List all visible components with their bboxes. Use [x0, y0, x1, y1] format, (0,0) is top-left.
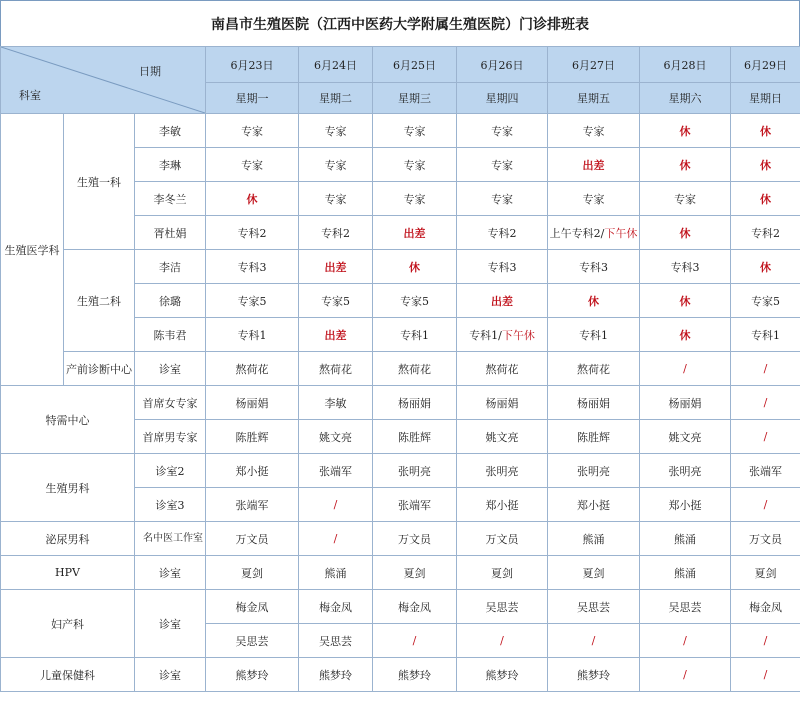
schedule-value: 专家5	[321, 294, 351, 308]
schedule-cell	[548, 522, 640, 556]
schedule-cell	[640, 318, 731, 352]
schedule-value: 熊梦玲	[577, 668, 611, 682]
schedule-cell	[640, 386, 731, 420]
row-label: 李洁	[135, 250, 206, 284]
row-label: 诊室2	[135, 454, 206, 488]
schedule-value: 休	[679, 124, 691, 138]
schedule-value: /	[333, 532, 338, 545]
schedule-value: 梅金凤	[319, 600, 353, 614]
schedule-value: 郑小挺	[235, 464, 269, 478]
schedule-cell	[548, 454, 640, 488]
schedule-value: 出差	[491, 294, 514, 308]
schedule-cell	[206, 590, 299, 624]
schedule-cell	[206, 556, 299, 590]
weekday-header: 星期日	[731, 83, 800, 114]
schedule-cell	[457, 658, 548, 692]
schedule-value: 张明亮	[398, 464, 432, 478]
date-header: 6月26日	[457, 47, 548, 83]
schedule-value: 夏剑	[491, 566, 514, 580]
schedule-value: 李敏	[324, 396, 347, 410]
schedule-cell	[640, 624, 731, 658]
row-label: 李敏	[135, 114, 206, 148]
schedule-value: 出差	[324, 260, 347, 274]
schedule-cell	[640, 420, 731, 454]
schedule-cell	[640, 182, 731, 216]
schedule-cell	[299, 182, 373, 216]
schedule-cell	[731, 420, 800, 454]
schedule-value: 夏剑	[754, 566, 777, 580]
schedule-cell	[373, 216, 457, 250]
schedule-cell	[548, 386, 640, 420]
weekday-header: 星期四	[457, 83, 548, 114]
schedule-value: /	[500, 634, 504, 647]
schedule-value: 陈胜辉	[398, 430, 432, 444]
schedule-cell	[299, 522, 373, 556]
schedule-value: /	[683, 634, 687, 647]
table-row	[1, 522, 800, 556]
row-label: 诊室	[135, 658, 206, 692]
schedule-cell	[548, 488, 640, 522]
schedule-value: 吴思芸	[319, 634, 353, 648]
dept-label: HPV	[1, 556, 135, 590]
schedule-cell	[299, 284, 373, 318]
schedule-cell	[373, 556, 457, 590]
schedule-cell	[731, 114, 800, 148]
schedule-cell	[731, 318, 800, 352]
schedule-cell	[299, 658, 373, 692]
schedule-value: 张端军	[749, 464, 783, 478]
schedule-value: 专科3	[487, 260, 517, 274]
table-row	[1, 250, 800, 284]
schedule-cell	[206, 522, 299, 556]
schedule-value: 出差	[403, 226, 426, 240]
schedule-value: 专家	[491, 124, 514, 138]
row-label: 李冬兰	[135, 182, 206, 216]
table-row	[1, 454, 800, 488]
date-header: 6月23日	[206, 47, 299, 83]
schedule-value: 梅金凤	[749, 600, 783, 614]
schedule-value: 杨丽娟	[577, 396, 611, 410]
schedule-cell	[457, 182, 548, 216]
schedule-value: 熊梦玲	[485, 668, 519, 682]
schedule-cell	[373, 318, 457, 352]
schedule-cell	[731, 250, 800, 284]
schedule-value: 休	[760, 192, 772, 206]
schedule-value: 夏剑	[241, 566, 264, 580]
weekday-header: 星期三	[373, 83, 457, 114]
schedule-value: /	[591, 634, 596, 647]
schedule-cell	[457, 114, 548, 148]
date-header: 6月29日	[731, 47, 800, 83]
schedule-value: 熬荷花	[485, 362, 519, 376]
schedule-cell	[457, 284, 548, 318]
schedule-value: 熊梦玲	[398, 668, 432, 682]
schedule-value: 万文员	[235, 532, 269, 546]
schedule-value: 专科1	[579, 328, 609, 342]
schedule-value: 熊涌	[582, 532, 605, 546]
schedule-value: 上午专科2/	[549, 226, 605, 240]
schedule-value: 休	[409, 260, 421, 274]
schedule-cell	[731, 352, 800, 386]
schedule-cell	[731, 454, 800, 488]
row-label: 首席男专家	[135, 420, 206, 454]
schedule-cell	[206, 216, 299, 250]
table-row	[1, 658, 800, 692]
schedule-cell	[457, 386, 548, 420]
schedule-cell	[206, 488, 299, 522]
schedule-cell	[373, 148, 457, 182]
schedule-cell	[457, 420, 548, 454]
schedule-value: 专家	[403, 124, 426, 138]
schedule-cell	[640, 148, 731, 182]
schedule-value: 熊涌	[674, 532, 697, 546]
schedule-value: 专家	[403, 158, 426, 172]
schedule-value: 张端军	[319, 464, 353, 478]
corner-date-label: 日期	[139, 65, 162, 78]
schedule-cell	[731, 590, 800, 624]
schedule-value: /	[683, 362, 687, 375]
schedule-cell	[457, 352, 548, 386]
schedule-cell	[731, 624, 800, 658]
corner-dept-label: 科室	[19, 89, 41, 102]
date-header: 6月27日	[548, 47, 640, 83]
schedule-value: 陈胜辉	[235, 430, 269, 444]
schedule-cell	[548, 624, 640, 658]
schedule-cell	[640, 216, 731, 250]
schedule-value: 专科3	[237, 260, 267, 274]
schedule-value-afternoon: 下午休	[501, 328, 535, 342]
schedule-cell	[299, 216, 373, 250]
schedule-cell	[206, 658, 299, 692]
schedule-value: 张端军	[235, 498, 269, 512]
header-row-dates	[1, 47, 800, 83]
schedule-value: 休	[679, 294, 691, 308]
schedule-cell	[548, 658, 640, 692]
row-label: 首席女专家	[135, 386, 206, 420]
table-row	[1, 556, 800, 590]
schedule-cell	[373, 114, 457, 148]
schedule-cell	[373, 284, 457, 318]
schedule-value: 万文员	[398, 532, 432, 546]
schedule-value: 专家	[324, 124, 347, 138]
date-header: 6月28日	[640, 47, 731, 83]
schedule-value: 郑小挺	[485, 498, 519, 512]
schedule-value: 专家	[324, 158, 347, 172]
schedule-value: 专家5	[237, 294, 267, 308]
schedule-cell	[373, 658, 457, 692]
table-row	[1, 352, 800, 386]
schedule-cell	[548, 352, 640, 386]
schedule-value: 休	[760, 158, 772, 172]
schedule-cell	[548, 114, 640, 148]
schedule-cell	[640, 590, 731, 624]
subdept-label: 产前诊断中心	[64, 352, 135, 386]
table-row	[1, 114, 800, 148]
row-label: 陈韦君	[135, 318, 206, 352]
schedule-cell	[206, 114, 299, 148]
schedule-cell	[206, 386, 299, 420]
date-header: 6月25日	[373, 47, 457, 83]
schedule-value: 张端军	[398, 498, 432, 512]
schedule-value: 专科1	[751, 328, 781, 342]
schedule-cell	[548, 284, 640, 318]
schedule-value: 专科3	[579, 260, 609, 274]
schedule-cell	[457, 216, 548, 250]
schedule-cell	[299, 590, 373, 624]
date-header: 6月24日	[299, 47, 373, 83]
schedule-value: 陈胜辉	[577, 430, 611, 444]
schedule-value: 吴思芸	[235, 634, 269, 648]
schedule-value: 熬荷花	[398, 362, 432, 376]
weekday-header: 星期六	[640, 83, 731, 114]
row-label: 徐璐	[135, 284, 206, 318]
schedule-value: 专科1	[400, 328, 430, 342]
schedule-cell	[457, 590, 548, 624]
row-label: 诊室3	[135, 488, 206, 522]
schedule-cell	[206, 318, 299, 352]
schedule-cell	[457, 556, 548, 590]
schedule-value: 专家	[403, 192, 426, 206]
schedule-value: 休	[679, 226, 691, 240]
page-title: 南昌市生殖医院（江西中医药大学附属生殖医院）门诊排班表	[0, 0, 800, 47]
schedule-value: 专家	[324, 192, 347, 206]
schedule-cell	[299, 148, 373, 182]
corner-diagonal	[1, 47, 205, 113]
schedule-value: 杨丽娟	[398, 396, 432, 410]
schedule-value: 杨丽娟	[668, 396, 702, 410]
schedule-cell	[640, 488, 731, 522]
schedule-value: 专科2	[751, 226, 781, 240]
schedule-cell	[457, 454, 548, 488]
header-corner	[1, 47, 206, 114]
schedule-value: 专科2	[321, 226, 351, 240]
schedule-cell	[457, 250, 548, 284]
schedule-cell	[548, 420, 640, 454]
schedule-value: 张明亮	[577, 464, 611, 478]
schedule-value: 吴思芸	[485, 600, 519, 614]
schedule-cell	[373, 488, 457, 522]
dept-label: 特需中心	[1, 386, 135, 454]
schedule-cell	[373, 454, 457, 488]
schedule-value: 专家	[491, 158, 514, 172]
schedule-cell	[731, 148, 800, 182]
schedule-cell	[731, 522, 800, 556]
schedule-value: /	[763, 396, 768, 409]
schedule-value: 专科2	[237, 226, 267, 240]
schedule-cell	[731, 488, 800, 522]
schedule-value: 姚文亮	[668, 430, 702, 444]
schedule-cell	[548, 590, 640, 624]
dept-label: 泌尿男科	[1, 522, 135, 556]
schedule-cell	[206, 420, 299, 454]
schedule-cell	[373, 386, 457, 420]
schedule-value: 休	[760, 124, 772, 138]
schedule-cell	[548, 216, 640, 250]
schedule-cell	[640, 556, 731, 590]
schedule-cell	[640, 658, 731, 692]
schedule-value: 熬荷花	[577, 362, 611, 376]
schedule-cell	[373, 352, 457, 386]
schedule-value: /	[763, 668, 768, 681]
schedule-cell	[731, 658, 800, 692]
schedule-cell	[373, 420, 457, 454]
schedule-value: /	[763, 634, 768, 647]
schedule-cell	[299, 556, 373, 590]
schedule-value: 出差	[324, 328, 347, 342]
schedule-value: 专家	[491, 192, 514, 206]
schedule-cell	[731, 386, 800, 420]
schedule-value: /	[683, 668, 687, 681]
schedule-cell	[206, 624, 299, 658]
schedule-value: 吴思芸	[577, 600, 611, 614]
schedule-cell	[548, 556, 640, 590]
schedule-cell	[206, 454, 299, 488]
schedule-cell	[373, 624, 457, 658]
schedule-cell	[299, 454, 373, 488]
schedule-value: 张明亮	[485, 464, 519, 478]
schedule-value: 专家	[241, 158, 264, 172]
table-row	[1, 590, 800, 624]
schedule-value: 姚文亮	[319, 430, 353, 444]
schedule-value: 专科1	[237, 328, 267, 342]
schedule-value: 熬荷花	[319, 362, 353, 376]
schedule-value: 熊梦玲	[319, 668, 353, 682]
schedule-cell	[548, 148, 640, 182]
schedule-cell	[548, 182, 640, 216]
schedule-value: 梅金凤	[235, 600, 269, 614]
subdept-label: 生殖一科	[64, 114, 135, 250]
schedule-value: 专家	[582, 192, 605, 206]
schedule-value: 休	[588, 294, 600, 308]
schedule-value: 万文员	[749, 532, 783, 546]
schedule-value: 熊涌	[324, 566, 347, 580]
dept-label: 生殖医学科	[1, 114, 64, 386]
schedule-cell	[299, 352, 373, 386]
schedule-value: 熊梦玲	[235, 668, 269, 682]
schedule-value-afternoon: 下午休	[604, 226, 638, 240]
schedule-value: 夏剑	[403, 566, 426, 580]
schedule-value: 专家	[674, 192, 697, 206]
schedule-value: /	[412, 634, 417, 647]
schedule-cell	[457, 318, 548, 352]
row-label: 名中医工作室	[135, 522, 206, 556]
schedule-cell	[457, 488, 548, 522]
schedule-cell	[457, 624, 548, 658]
schedule-cell	[373, 522, 457, 556]
schedule-value: /	[763, 362, 768, 375]
schedule-value: 休	[246, 192, 258, 206]
schedule-cell	[206, 284, 299, 318]
schedule-cell	[299, 114, 373, 148]
schedule-value: 专科1/	[469, 328, 502, 342]
row-label: 诊室	[135, 352, 206, 386]
schedule-value: 吴思芸	[668, 600, 702, 614]
schedule-value: 专科2	[487, 226, 517, 240]
schedule-cell	[731, 556, 800, 590]
schedule-cell	[299, 386, 373, 420]
schedule-cell	[640, 284, 731, 318]
schedule-cell	[640, 454, 731, 488]
schedule-cell	[373, 590, 457, 624]
schedule-cell	[206, 352, 299, 386]
schedule-cell	[373, 250, 457, 284]
schedule-cell	[299, 488, 373, 522]
schedule-cell	[206, 250, 299, 284]
schedule-table	[0, 46, 800, 692]
schedule-value: 专家	[582, 124, 605, 138]
schedule-value: 专家	[241, 124, 264, 138]
schedule-value: 专家5	[400, 294, 430, 308]
schedule-cell	[457, 148, 548, 182]
dept-label: 儿童保健科	[1, 658, 135, 692]
schedule-value: 熊涌	[674, 566, 697, 580]
schedule-value: /	[333, 498, 338, 511]
schedule-cell	[731, 284, 800, 318]
row-label: 诊室	[135, 556, 206, 590]
schedule-cell	[640, 522, 731, 556]
schedule-cell	[548, 250, 640, 284]
subdept-label: 生殖二科	[64, 250, 135, 352]
schedule-value: 郑小挺	[668, 498, 702, 512]
schedule-value: 休	[760, 260, 772, 274]
schedule-value: 休	[679, 158, 691, 172]
schedule-cell	[373, 182, 457, 216]
schedule-cell	[299, 624, 373, 658]
schedule-value: 万文员	[485, 532, 519, 546]
dept-label: 妇产科	[1, 590, 135, 658]
row-label: 胥杜娟	[135, 216, 206, 250]
schedule-value: 专科3	[670, 260, 700, 274]
schedule-cell	[731, 182, 800, 216]
table-row	[1, 386, 800, 420]
schedule-cell	[640, 352, 731, 386]
schedule-value: 夏剑	[582, 566, 605, 580]
weekday-header: 星期一	[206, 83, 299, 114]
schedule-cell	[299, 250, 373, 284]
schedule-cell	[548, 318, 640, 352]
schedule-value: 休	[679, 328, 691, 342]
schedule-value: /	[763, 430, 768, 443]
schedule-cell	[299, 318, 373, 352]
schedule-value: 杨丽娟	[485, 396, 519, 410]
weekday-header: 星期五	[548, 83, 640, 114]
schedule-cell	[299, 420, 373, 454]
row-label: 诊室	[135, 590, 206, 658]
schedule-value: 姚文亮	[485, 430, 519, 444]
schedule-cell	[206, 148, 299, 182]
schedule-value: 专家5	[751, 294, 781, 308]
schedule-cell	[731, 216, 800, 250]
row-label: 李琳	[135, 148, 206, 182]
schedule-cell	[640, 250, 731, 284]
weekday-header: 星期二	[299, 83, 373, 114]
schedule-cell	[640, 114, 731, 148]
schedule-cell	[206, 182, 299, 216]
schedule-value: 杨丽娟	[235, 396, 269, 410]
schedule-value: 梅金凤	[398, 600, 432, 614]
schedule-value: 熬荷花	[235, 362, 269, 376]
schedule-cell	[457, 522, 548, 556]
schedule-value: 郑小挺	[577, 498, 611, 512]
dept-label: 生殖男科	[1, 454, 135, 522]
schedule-value: 出差	[582, 158, 605, 172]
schedule-value: /	[763, 498, 768, 511]
schedule-value: 张明亮	[668, 464, 702, 478]
